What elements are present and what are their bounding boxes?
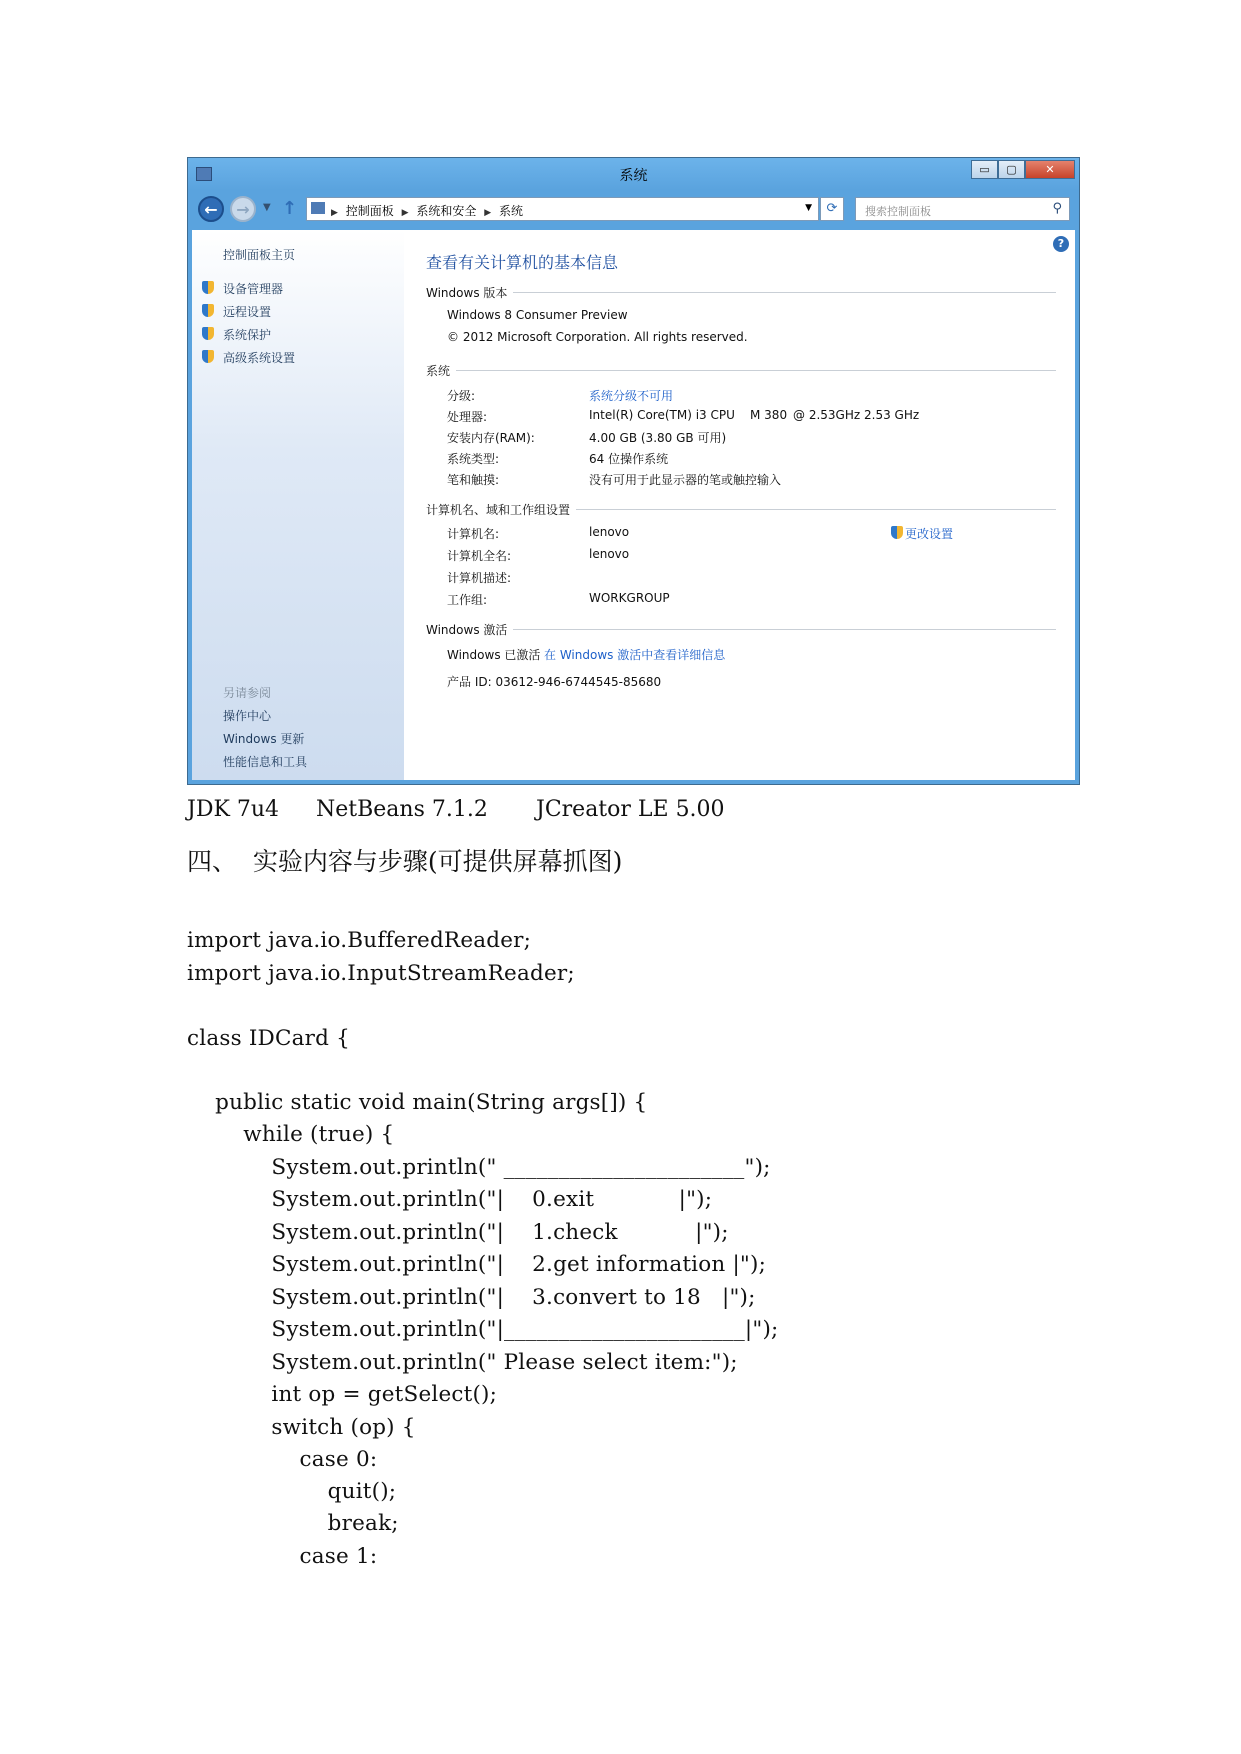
section-system (426, 362, 1056, 378)
code-line: while (true) { (187, 1122, 395, 1147)
sidebar-item-action-center[interactable]: 操作中心 (223, 709, 272, 723)
chevron-right-icon: ▶ (484, 208, 492, 218)
full-name-label: 计算机全名: (447, 549, 512, 563)
processor-model: M 380 (750, 408, 788, 422)
description-label: 计算机描述: (447, 571, 512, 585)
activation-details-link[interactable]: 在 Windows 激活中查看详细信息 (544, 648, 726, 662)
title-bar (188, 158, 1079, 190)
window-title: 系统 (619, 168, 648, 184)
system-type-value: 64 位操作系统 (589, 452, 669, 466)
section-label: Windows 版本 (426, 284, 513, 301)
processor-speed-actual: 2.53 GHz (864, 408, 920, 422)
section-heading: 四、 实验内容与步骤(可提供屏幕抓图) (187, 847, 623, 876)
forward-button[interactable]: → (230, 196, 256, 222)
minimize-button[interactable]: ▭ (971, 160, 998, 179)
code-line: import java.io.BufferedReader; (187, 928, 532, 953)
chevron-right-icon: ▶ (331, 208, 338, 218)
code-line: int op = getSelect(); (187, 1382, 498, 1407)
code-line: System.out.println(" ______________________"); (187, 1155, 771, 1180)
processor-speed: @ 2.53GHz (793, 408, 861, 422)
divider (426, 629, 1056, 630)
page-title: 查看有关计算机的基本信息 (426, 253, 619, 272)
code-line: case 0: (187, 1447, 378, 1472)
sidebar-item-advanced-settings[interactable]: 高级系统设置 (223, 351, 296, 365)
rating-label: 分级: (447, 389, 476, 403)
recent-pages-chevron-icon[interactable]: ▼ (263, 202, 271, 213)
computer-name-value: lenovo (589, 525, 630, 539)
code-line: System.out.println("| 1.check |"); (187, 1220, 729, 1245)
chevron-down-icon[interactable]: ▼ (805, 203, 812, 213)
section-windows-edition (426, 284, 1056, 300)
code-line: case 1: (187, 1544, 378, 1569)
code-line: switch (op) { (187, 1415, 416, 1440)
code-line: System.out.println("|______________________|"); (187, 1317, 779, 1342)
code-line: quit(); (187, 1479, 397, 1504)
divider (426, 370, 1056, 371)
sidebar-home-link[interactable]: 控制面板主页 (223, 248, 296, 262)
see-also-heading: 另请参阅 (223, 686, 272, 700)
code-line: System.out.println("| 0.exit |"); (187, 1187, 713, 1212)
navigation-bar (188, 190, 1079, 230)
ram-label: 安装内存(RAM): (447, 431, 535, 445)
breadcrumb-control-panel[interactable]: 控制面板 (345, 204, 394, 218)
section-label: 计算机名、域和工作组设置 (426, 501, 576, 518)
sidebar-item-system-protection[interactable]: 系统保护 (223, 328, 272, 342)
shield-icon (202, 327, 214, 340)
sidebar-item-windows-update[interactable]: Windows 更新 (223, 732, 305, 746)
sidebar-item-device-manager[interactable]: 设备管理器 (223, 282, 284, 296)
computer-icon (311, 202, 325, 214)
computer-name-label: 计算机名: (447, 527, 500, 541)
main-content (404, 230, 1075, 780)
search-input[interactable] (855, 197, 1070, 221)
breadcrumb (331, 202, 527, 219)
sidebar-item-performance-tools[interactable]: 性能信息和工具 (223, 755, 308, 769)
edition-name: Windows 8 Consumer Preview (447, 308, 628, 322)
ram-value: 4.00 GB (3.80 GB 可用) (589, 431, 727, 445)
shield-icon (891, 526, 903, 539)
up-arrow-icon[interactable]: ↑ (282, 198, 298, 219)
sidebar (192, 230, 404, 780)
help-icon[interactable]: ? (1053, 236, 1069, 252)
section-label: Windows 激活 (426, 621, 513, 638)
copyright-text: © 2012 Microsoft Corporation. All rights reserved. (447, 330, 748, 344)
breadcrumb-system-security[interactable]: 系统和安全 (416, 204, 477, 218)
close-button[interactable]: ✕ (1025, 160, 1075, 179)
refresh-button[interactable]: ⟳ (820, 197, 844, 221)
code-line: class IDCard { (187, 1026, 350, 1051)
shield-icon (202, 304, 214, 317)
workgroup-label: 工作组: (447, 593, 488, 607)
sidebar-item-remote-settings[interactable]: 远程设置 (223, 305, 272, 319)
shield-icon (202, 281, 214, 294)
search-placeholder: 搜索控制面板 (865, 205, 931, 218)
section-label: 系统 (426, 362, 456, 379)
shield-icon (202, 350, 214, 363)
back-button[interactable]: ← (198, 196, 224, 222)
rating-link[interactable]: 系统分级不可用 (589, 389, 674, 403)
processor-label: 处理器: (447, 410, 488, 424)
code-line: break; (187, 1511, 399, 1536)
search-icon[interactable]: ⚲ (1052, 201, 1062, 216)
section-computer-name (426, 501, 1056, 517)
change-settings-link[interactable]: 更改设置 (905, 527, 954, 541)
full-name-value: lenovo (589, 547, 630, 561)
software-jcreator: JCreator LE 5.00 (536, 797, 725, 822)
code-line: public static void main(String args[]) { (187, 1090, 648, 1115)
breadcrumb-system[interactable]: 系统 (498, 204, 523, 218)
pen-touch-value: 没有可用于此显示器的笔或触控输入 (589, 473, 782, 487)
section-activation (426, 621, 1056, 637)
maximize-button[interactable]: ▢ (998, 160, 1025, 179)
workgroup-value: WORKGROUP (589, 591, 670, 605)
code-line: System.out.println(" Please select item:"); (187, 1350, 738, 1375)
code-line: System.out.println("| 2.get information |"); (187, 1252, 767, 1277)
activation-status: Windows 已激活 (447, 648, 541, 662)
processor-value: Intel(R) Core(TM) i3 CPU (589, 408, 735, 422)
system-window-screenshot (187, 157, 1080, 785)
software-netbeans: NetBeans 7.1.2 (316, 797, 488, 822)
software-jdk: JDK 7u4 (187, 797, 280, 822)
code-line: System.out.println("| 3.convert to 18 |"); (187, 1285, 756, 1310)
pen-touch-label: 笔和触摸: (447, 473, 500, 487)
code-line: import java.io.InputStreamReader; (187, 961, 575, 986)
product-id: 产品 ID: 03612-946-6744545-85680 (447, 675, 662, 689)
divider (426, 292, 1056, 293)
system-type-label: 系统类型: (447, 452, 500, 466)
chevron-right-icon: ▶ (401, 208, 409, 218)
address-bar[interactable] (306, 197, 819, 221)
